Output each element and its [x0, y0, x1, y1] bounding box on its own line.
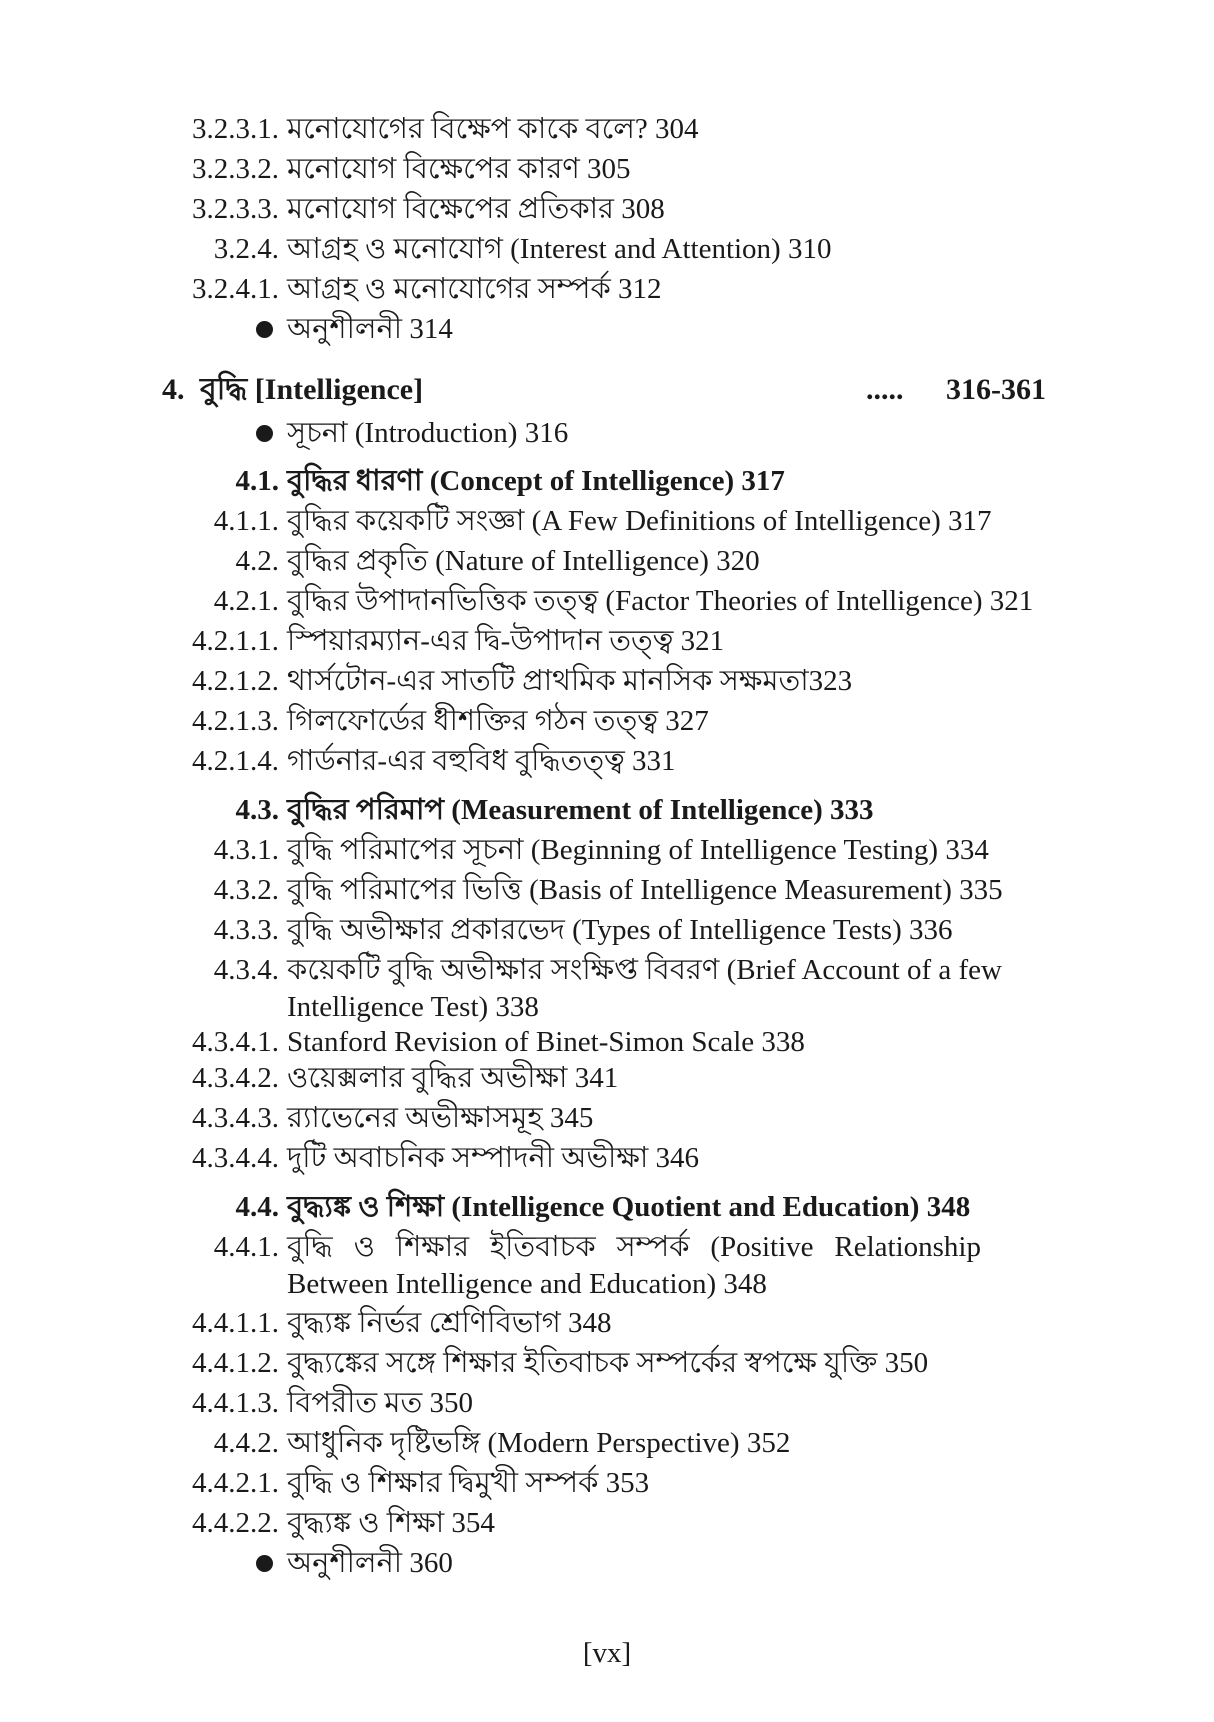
- entry-text: আধুনিক দৃষ্টিভঙ্গি (Modern Perspective) 352: [287, 1427, 791, 1459]
- toc-entry: [0, 1058, 1214, 1098]
- entry-number: 4.4.1.2.: [192, 1347, 279, 1379]
- entry-number: 4.3.: [235, 794, 279, 826]
- entry-text: ওয়েক্সলার বুদ্ধির অভীক্ষা 341: [287, 1062, 619, 1094]
- entry-text: বুদ্ধ্যঙ্ক ও শিক্ষা (Intelligence Quotient and Education) 348: [287, 1191, 971, 1223]
- entry-text: আগ্রহ ও মনোযোগের সম্পর্ক 312: [287, 273, 662, 305]
- entry-text: কয়েকটি বুদ্ধি অভীক্ষার সংক্ষিপ্ত বিবরণ (Brief Account of a few: [287, 954, 1002, 986]
- entry-number: 4.4.: [235, 1191, 279, 1223]
- toc-entry: [0, 661, 1214, 701]
- toc-entry: [0, 541, 1214, 581]
- entry-number: 4.3.4.2.: [192, 1062, 279, 1094]
- entry-text: মনোযোগ বিক্ষেপের প্রতিকার 308: [287, 193, 665, 225]
- entry-text: আগ্রহ ও মনোযোগ (Interest and Attention) 310: [287, 233, 832, 265]
- toc-entry: [0, 1227, 1214, 1267]
- chapter-leader-dots: .....: [866, 373, 904, 406]
- entry-text: সূচনা (Introduction) 316: [287, 417, 569, 449]
- chapter-title: বুদ্ধি [Intelligence]: [200, 373, 424, 406]
- toc-entry: [0, 741, 1214, 781]
- entry-number: 4.2.1.: [213, 585, 279, 617]
- entry-text: বিপরীত মত 350: [287, 1387, 473, 1419]
- chapter-number: 4.: [162, 373, 185, 406]
- entry-continuation: Intelligence Test) 338: [287, 991, 539, 1023]
- entry-number: 4.2.1.1.: [192, 625, 279, 657]
- toc-section-heading: [0, 790, 1214, 830]
- entry-number: 3.2.3.1.: [192, 113, 279, 145]
- toc-entry: [0, 1503, 1214, 1543]
- toc-bullet-entry: [0, 309, 1214, 349]
- entry-text: মনোযোগের বিক্ষেপ কাকে বলে? 304: [287, 113, 699, 145]
- toc-entry: [0, 1022, 1214, 1062]
- entry-number: 4.3.2.: [213, 874, 279, 906]
- entry-number: 4.3.4.1.: [192, 1026, 279, 1058]
- entry-text: থার্সটোন-এর সাতটি প্রাথমিক মানসিক সক্ষমতা323: [287, 665, 853, 697]
- entry-text: বুদ্ধির কয়েকটি সংজ্ঞা (A Few Definitions of Intelligence) 317: [287, 505, 992, 537]
- toc-section-heading: [0, 1187, 1214, 1227]
- entry-text: স্পিয়ারম্যান-এর দ্বি-উপাদান তত্ত্ব 321: [287, 625, 725, 657]
- entry-number: 3.2.3.2.: [192, 153, 279, 185]
- entry-number: 4.3.4.3.: [192, 1102, 279, 1134]
- entry-text: অনুশীলনী 314: [287, 313, 453, 345]
- toc-entry: [0, 701, 1214, 741]
- entry-text: Stanford Revision of Binet-Simon Scale 338: [287, 1026, 805, 1058]
- toc-entry: [0, 229, 1214, 269]
- toc-entry: [0, 1423, 1214, 1463]
- entry-text: বুদ্ধ্যঙ্কের সঙ্গে শিক্ষার ইতিবাচক সম্পর্কের স্বপক্ষে যুক্তি 350: [287, 1347, 929, 1379]
- bullet-icon: [256, 321, 273, 338]
- entry-text: বুদ্ধি পরিমাপের ভিত্তি (Basis of Intelligence Measurement) 335: [287, 874, 1003, 906]
- bullet-icon: [256, 1555, 273, 1572]
- entry-number: 4.2.1.3.: [192, 705, 279, 737]
- entry-number: 4.4.2.1.: [192, 1467, 279, 1499]
- entry-number: 4.2.1.2.: [192, 665, 279, 697]
- entry-text: গার্ডনার-এর বহুবিধ বুদ্ধিতত্ত্ব 331: [287, 745, 676, 777]
- toc-entry: [0, 269, 1214, 309]
- entry-text: বুদ্ধির পরিমাপ (Measurement of Intelligence) 333: [287, 794, 874, 826]
- toc-bullet-entry: [0, 413, 1214, 453]
- entry-text: গিলফোর্ডের ধীশক্তির গঠন তত্ত্ব 327: [287, 705, 709, 737]
- entry-number: 4.3.1.: [213, 834, 279, 866]
- entry-text: বুদ্ধির প্রকৃতি (Nature of Intelligence) 320: [287, 545, 760, 577]
- entry-text: বুদ্ধি ও শিক্ষার ইতিবাচক সম্পর্ক (Positive Relationship: [287, 1231, 981, 1263]
- toc-entry: [0, 109, 1214, 149]
- entry-number: 4.2.1.4.: [192, 745, 279, 777]
- entry-text: অনুশীলনী 360: [287, 1547, 453, 1579]
- toc-section-heading: [0, 461, 1214, 501]
- entry-number: 4.1.: [235, 465, 279, 497]
- toc-entry: [0, 1463, 1214, 1503]
- entry-number: 4.3.4.4.: [192, 1142, 279, 1174]
- toc-entry: [0, 870, 1214, 910]
- entry-number: 3.2.3.3.: [192, 193, 279, 225]
- entry-text: বুদ্ধ্যঙ্ক ও শিক্ষা 354: [287, 1507, 495, 1539]
- entry-number: 4.2.: [235, 545, 279, 577]
- entry-text: দুটি অবাচনিক সম্পাদনী অভীক্ষা 346: [287, 1142, 699, 1174]
- toc-entry: [0, 950, 1214, 990]
- toc-entry: [0, 149, 1214, 189]
- entry-number: 4.4.1.3.: [192, 1387, 279, 1419]
- entry-number: 4.4.1.: [213, 1231, 279, 1263]
- entry-number: 3.2.4.: [213, 233, 279, 265]
- bullet-icon: [256, 425, 273, 442]
- toc-entry: [0, 189, 1214, 229]
- entry-text: বুদ্ধির ধারণা (Concept of Intelligence) 317: [287, 465, 785, 497]
- entry-number: 4.4.2.2.: [192, 1507, 279, 1539]
- page-number: [vx]: [582, 1637, 632, 1669]
- toc-entry: [0, 830, 1214, 870]
- toc-bullet-entry: [0, 1543, 1214, 1583]
- entry-text: বুদ্ধি পরিমাপের সূচনা (Beginning of Intelligence Testing) 334: [287, 834, 989, 866]
- entry-text: বুদ্ধি ও শিক্ষার দ্বিমুখী সম্পর্ক 353: [287, 1467, 650, 1499]
- toc-entry: [0, 1098, 1214, 1138]
- toc-entry: [0, 621, 1214, 661]
- toc-entry: [0, 1343, 1214, 1383]
- entry-text: বুদ্ধির উপাদানভিত্তিক তত্ত্ব (Factor Theories of Intelligence) 321: [287, 585, 1034, 617]
- entry-number: 4.3.4.: [213, 954, 279, 986]
- entry-text: মনোযোগ বিক্ষেপের কারণ 305: [287, 153, 631, 185]
- chapter-heading: [0, 368, 1214, 412]
- entry-text: বুদ্ধ্যঙ্ক নির্ভর শ্রেণিবিভাগ 348: [287, 1307, 612, 1339]
- toc-entry: [0, 910, 1214, 950]
- toc-entry: [0, 1303, 1214, 1343]
- entry-text: বুদ্ধি অভীক্ষার প্রকারভেদ (Types of Intelligence Tests) 336: [287, 914, 953, 946]
- entry-text: র‍্যাভেনের অভীক্ষাসমূহ 345: [287, 1102, 594, 1134]
- toc-entry: [0, 501, 1214, 541]
- entry-number: 4.3.3.: [213, 914, 279, 946]
- toc-entry: [0, 1138, 1214, 1178]
- entry-number: 4.4.2.: [213, 1427, 279, 1459]
- entry-number: 4.1.1.: [213, 505, 279, 537]
- entry-number: 4.4.1.1.: [192, 1307, 279, 1339]
- chapter-page-range: 316-361: [946, 373, 1046, 406]
- toc-entry: [0, 581, 1214, 621]
- entry-continuation: Between Intelligence and Education) 348: [287, 1268, 767, 1300]
- entry-number: 3.2.4.1.: [192, 273, 279, 305]
- toc-entry: [0, 1383, 1214, 1423]
